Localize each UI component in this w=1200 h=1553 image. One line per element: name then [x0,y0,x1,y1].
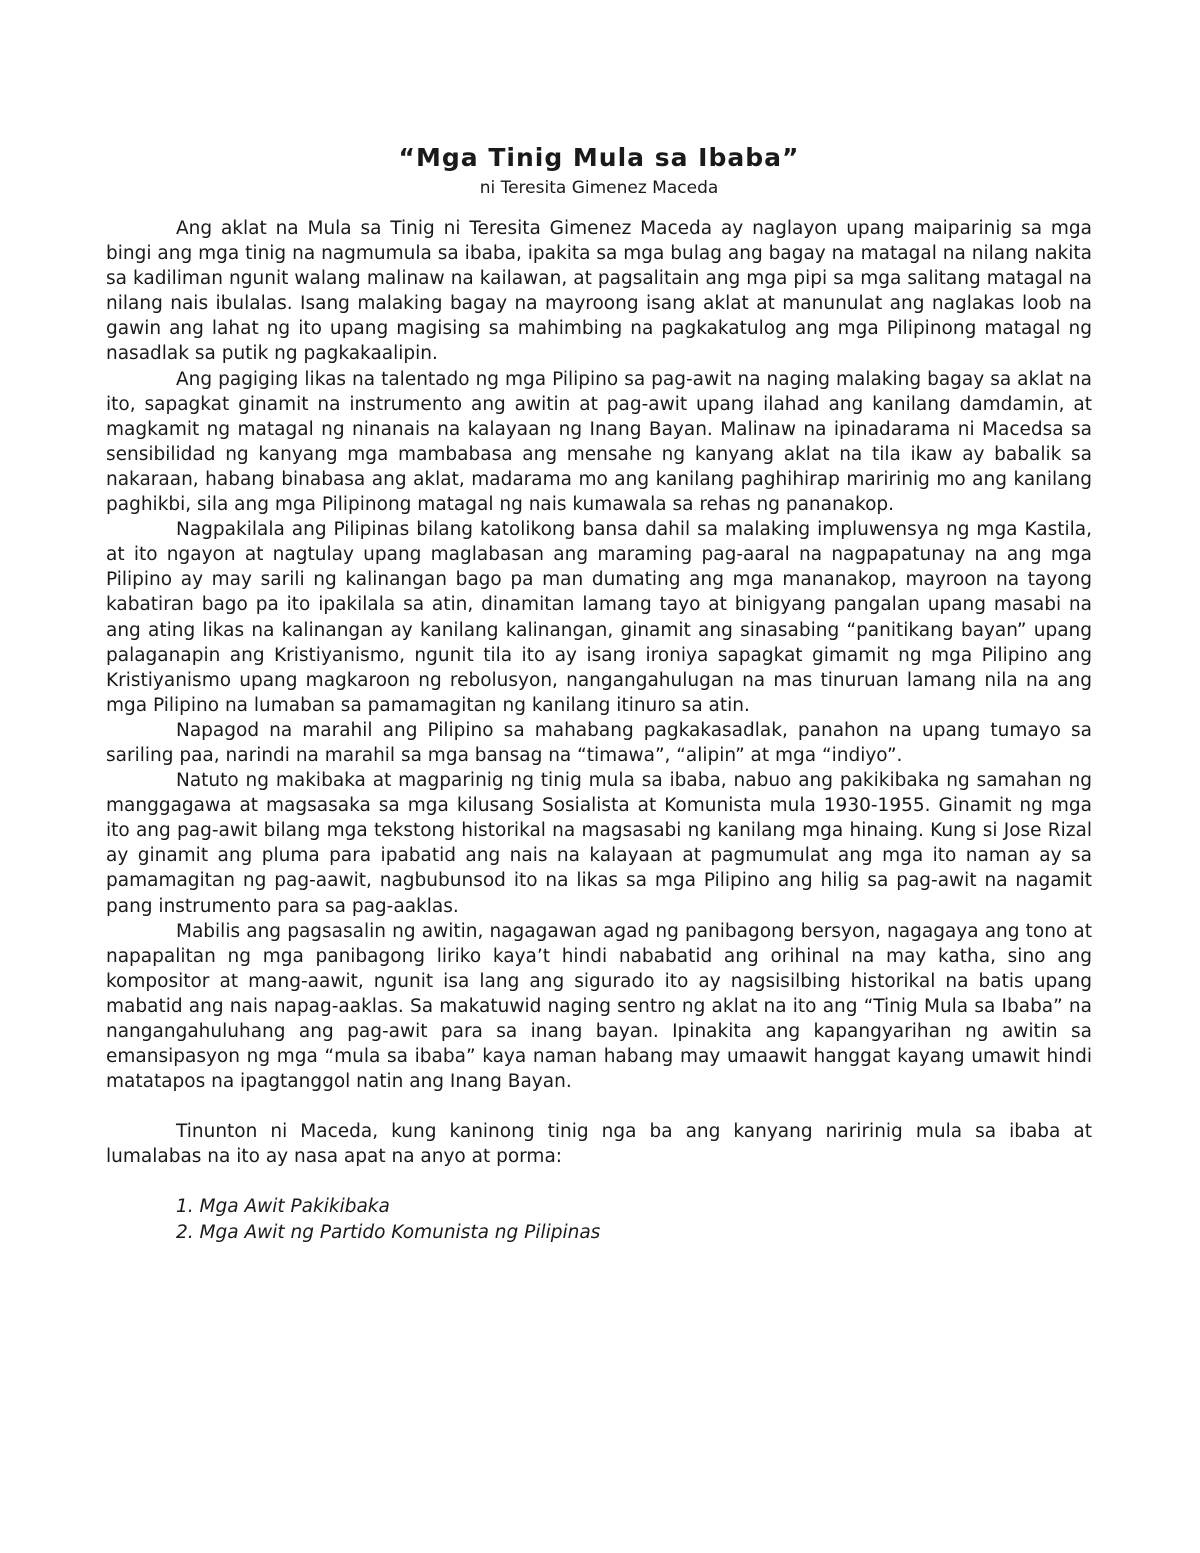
list-item: 1. Mga Awit Pakikibaka [176,1196,390,1218]
document-title: “Mga Tinig Mula sa Ibaba” [398,143,800,172]
paragraph-3: Nagpakilala ang Pilipinas bilang katolikong bansa dahil sa malaking impluwensya ng mga Kastila, at ito ngayon at nagtulay upang maglabasan ang maraming pag-aaral na nagpapatunay na ang mga Pilipino ay may sarili ng kalinangan bago pa man dumating ang mga mananakop, mayroon na tayong kabatiran bago pa ito ipakilala sa atin, dinamitan lamang tayo at binigyang pangalan upang masabi na ang ating likas na kalinangan ay kanilang kalinangan, ginamit ang sinasabing “panitikang bayan” upang palaganapin ang Kristiyanismo, ngunit tila ito ay isang ironiya sapagkat gimamit ng mga Pilipino ang Kristiyanismo upang magkaroon ng rebolusyon, nangangahulugan na mas tinuruan lamang nila na ang mga Pilipino na lumaban sa pamamagitan ng kanilang itinuro sa atin. [106,519,1092,716]
document-page [106,140,1092,1245]
paragraph-6: Mabilis ang pagsasalin ng awitin, nagagawan agad ng panibagong bersyon, nagagaya ang tono at napapalitan ng mga panibagong liriko kaya’t hindi nababatid ang orihinal na may katha, sino ang kompositor at mang-aawit, ngunit isa lang ang sigurado ito ay nagsisilbing historikal na batis upang mabatid ang nais napag-aaklas. Sa makatuwid naging sentro ng aklat na ito ang “Tinig Mula sa Ibaba” na nangangahuluhang ang pag-awit para sa inang bayan. Ipinakita ang kapangyarihan ng awitin sa emansipasyon ng mga “mula sa ibaba” kaya naman habang may umaawit hanggat kayang umawit hindi matatapos na ipagtanggol natin ang Inang Bayan. [106,920,1092,1093]
forms-list [106,1194,1092,1244]
paragraph-5: Natuto ng makibaka at magparinig ng tinig mula sa ibaba, nabuo ang pakikibaka ng samahan ng manggagawa at magsasaka sa mga kilusang Sosialista at Komunista mula 1930-1955. Ginamit ng mga ito ang pag-awit bilang mga tekstong historikal na magsasabi ng kanilang mga hinaing. Kung si Jose Rizal ay ginamit ang pluma para ipabatid ang nais na kalayaan at pagmumulat ang mga ito naman ay sa pamamagitan ng pag-aawit, nagbubunsod ito na likas sa mga Pilipino ang hilig sa pag-awit na nagamit pang instrumento para sa pag-aaklas. [106,770,1092,917]
paragraph-4: Napagod na marahil ang Pilipino sa mahabang pagkakasadlak, panahon na upang tumayo sa sariling paa, narindi na marahil sa mga bansag na “timawa”, “alipin” at mga “indiyo”. [106,719,1092,766]
paragraph-2: Ang pagiging likas na talentado ng mga Pilipino sa pag-awit na naging malaking bagay sa aklat na ito, sapagkat ginamit na instrumento ang awitin at pag-awit upang ilahad ang kanilang damdamin, at magkamit ng matagal ng ninanais na kalayaan ng Inang Bayan. Malinaw na ipinadarama ni Macedsa sa sensibilidad ng kanyang mga mambabasa ang mensahe ng kanyang aklat na tila ikaw ay babalik sa nakaraan, habang binabasa ang aklat, madarama mo ang kanilang paghihirap maririnig mo ang kanilang paghikbi, sila ang mga Pilipinong matagal ng nais kumawala sa rehas ng pananakop. [106,368,1092,516]
list-item: 2. Mga Awit ng Partido Komunista ng Pilipinas [176,1221,601,1243]
paragraph-1: Ang aklat na Mula sa Tinig ni Teresita Gimenez Maceda ay naglayon upang maiparinig sa mga bingi ang mga tinig na nagmumula sa ibaba, ipakita sa mga bulag ang bagay na matagal na nilang nakita sa kadiliman ngunit walang malinaw na kailawan, at pagsalitain ang mga pipi sa mga salitang matagal na nilang nais ibulalas. Isang malaking bagay na mayroong isang aklat at manunulat ang naglakas loob na gawin ang lahat ng ito upang magising sa mahimbing na pagkakatulog ang mga Pilipinong matagal ng nasadlak sa putik ng pagkakaalipin. [106,218,1092,365]
paragraph-7: Tinunton ni Maceda, kung kaninong tinig nga ba ang kanyang naririnig mula sa ibaba at lumalabas na ito ay nasa apat na anyo at porma: [106,1121,1092,1168]
document-body [106,216,1092,1169]
document-author: ni Teresita Gimenez Maceda [479,178,719,198]
